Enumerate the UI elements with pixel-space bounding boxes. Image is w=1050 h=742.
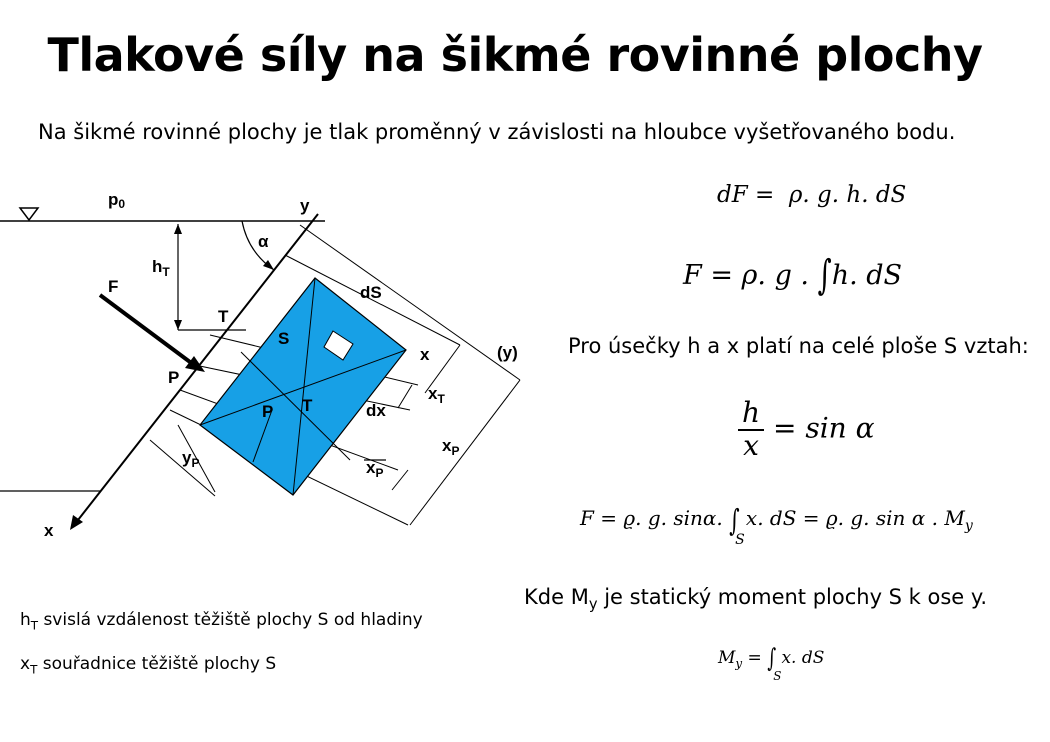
definition-xT: $x_T$ souřadnice těžiště plochy S [20,654,277,677]
T-plate-label: T [302,396,313,415]
P-plate-label: P [262,402,274,421]
alpha-label: α [258,232,269,251]
page-title: Tlakové síly na šikmé rovinné plochy [47,28,983,82]
definition-hT: $h_T$ svislá vzdálenost těžiště plochy S od hladiny [20,610,423,633]
equation-dF: dF = ρ. g. h. dS [717,182,907,208]
S-label: S [278,329,290,348]
y-paren-label: (y) [497,343,518,362]
p0-label: p0 [108,190,126,211]
x-right-label: x [420,345,430,364]
equation-sin-ratio: $\frac{h}{x}$ = sin α [738,398,875,462]
intro-text: Na šikmé rovinné plochy je tlak proměnný v závislosti na hloubce vyšetřovaného bodu. [38,120,956,144]
rule-text: Pro úsečky h a x platí na celé ploše S vztah: [568,334,1029,358]
T-surface-label: T [218,307,229,326]
yP-label: $y_P$ [182,448,200,470]
xP-bar-label: $x_P$ [366,458,384,480]
static-moment-note: Kde $M_y$ je statický moment plochy S k ose y. [524,585,988,614]
equation-F-integral: F = ρ. g . ∫h. dS [683,252,903,299]
equation-My: $M_y$ = ∫ S x. dS [718,643,825,683]
xT-label: $x_T$ [428,384,445,406]
equation-F-static-moment: F = ϱ. g. sinα. ∫ S x. dS = ϱ. g. sin α . $M_y$ [580,501,973,548]
P-surface-label: P [168,368,180,387]
F-label: F [108,277,119,296]
y-axis-label: y [300,196,310,215]
water-level-triangle-icon [20,208,38,220]
force-F-arrow [100,295,190,362]
hT-label: $h_T$ [152,257,170,279]
inclined-plate-diagram [0,175,540,570]
dx-label: dx [366,401,386,420]
dS-label: dS [360,283,382,302]
xP-label: $x_P$ [442,436,460,458]
x-axis-label: x [44,521,54,540]
